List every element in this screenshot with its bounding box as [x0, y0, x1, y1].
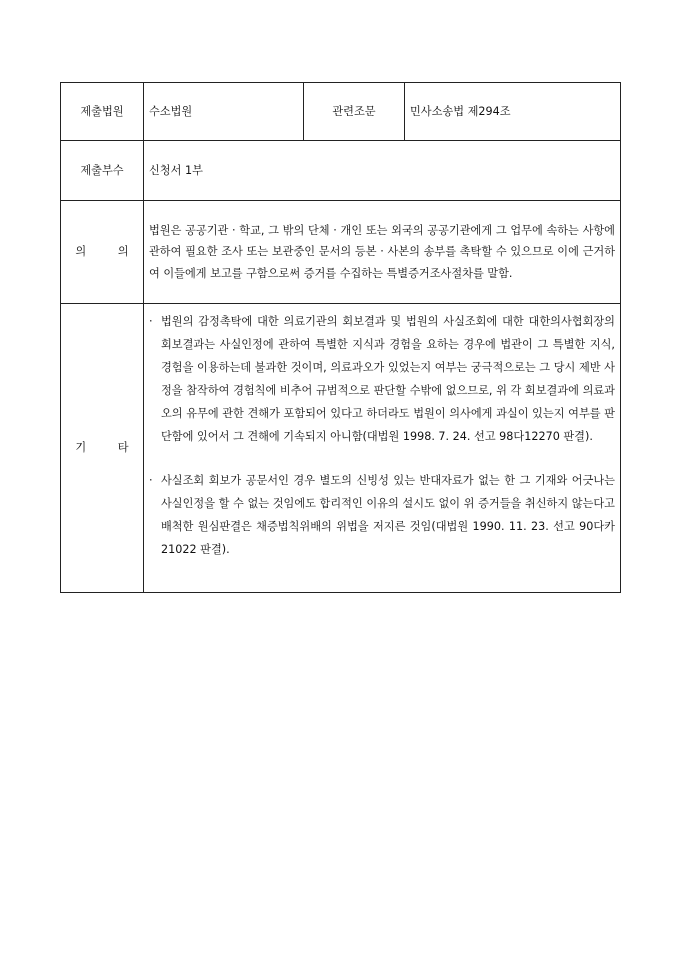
related-article-label: 관련조문 [304, 83, 405, 141]
table-row [61, 83, 621, 141]
note-text: 법원의 감정촉탁에 대한 의료기관의 회보결과 및 법원의 사실조회에 대한 대한의사협회장의 회보결과는 사실인정에 관하여 특별한 지식과 경험을 요하는 경우에 법관이 그 특별한 지식, 경험을 이용하는데 불과한 것이며, 의료과오가 있었는지 여부는 궁극적으로는 그 당시 제반 사정을 참작하여 경험칙에 비추어 규범적으로 판단할 수밖에 없으므로, 위 각 회보결과에 의료과오의 유무에 관한 견해가 포함되어 있다고 하더라도 법원이 의사에게 과실이 있는지 여부를 판단함에 있어서 그 견해에 기속되지 아니함(대법원 1998. 7. 24. 선고 98다12270 판결). [161, 315, 615, 443]
note-item [149, 310, 615, 448]
other-notes [144, 304, 621, 593]
meaning-text: 법원은 공공기관 · 학교, 그 밖의 단체 · 개인 또는 외국의 공공기관에게 그 업무에 속하는 사항에 관하여 필요한 조사 또는 보관중인 문서의 등본 · 사본의 송부를 촉탁할 수 있으므로 이에 근거하여 이들에게 보고를 구함으로써 증거를 수집하는 특별증거조사절차를 말함. [144, 201, 621, 304]
submit-court-label: 제출법원 [61, 83, 144, 141]
info-table [60, 82, 621, 593]
table-row [61, 304, 621, 593]
note-item [149, 469, 615, 561]
copies-label: 제출부수 [61, 141, 144, 201]
bullet-icon: · [149, 315, 153, 328]
submit-court-value: 수소법원 [144, 83, 304, 141]
bullet-icon: · [149, 474, 153, 487]
meaning-label: 의 의 [61, 201, 144, 304]
related-article-value: 민사소송법 제294조 [405, 83, 621, 141]
copies-value: 신청서 1부 [144, 141, 621, 201]
table-row [61, 201, 621, 304]
other-label: 기 타 [61, 304, 144, 593]
table-row [61, 141, 621, 201]
note-text: 사실조회 회보가 공문서인 경우 별도의 신빙성 있는 반대자료가 없는 한 그 기재와 어긋나는 사실인정을 할 수 없는 것임에도 합리적인 이유의 설시도 없이 위 증거들을 취신하지 않는다고 배척한 원심판결은 채증법칙위배의 위법을 저지른 것임(대법원 1990. 11. 23. 선고 90다카21022 판결). [161, 474, 615, 556]
